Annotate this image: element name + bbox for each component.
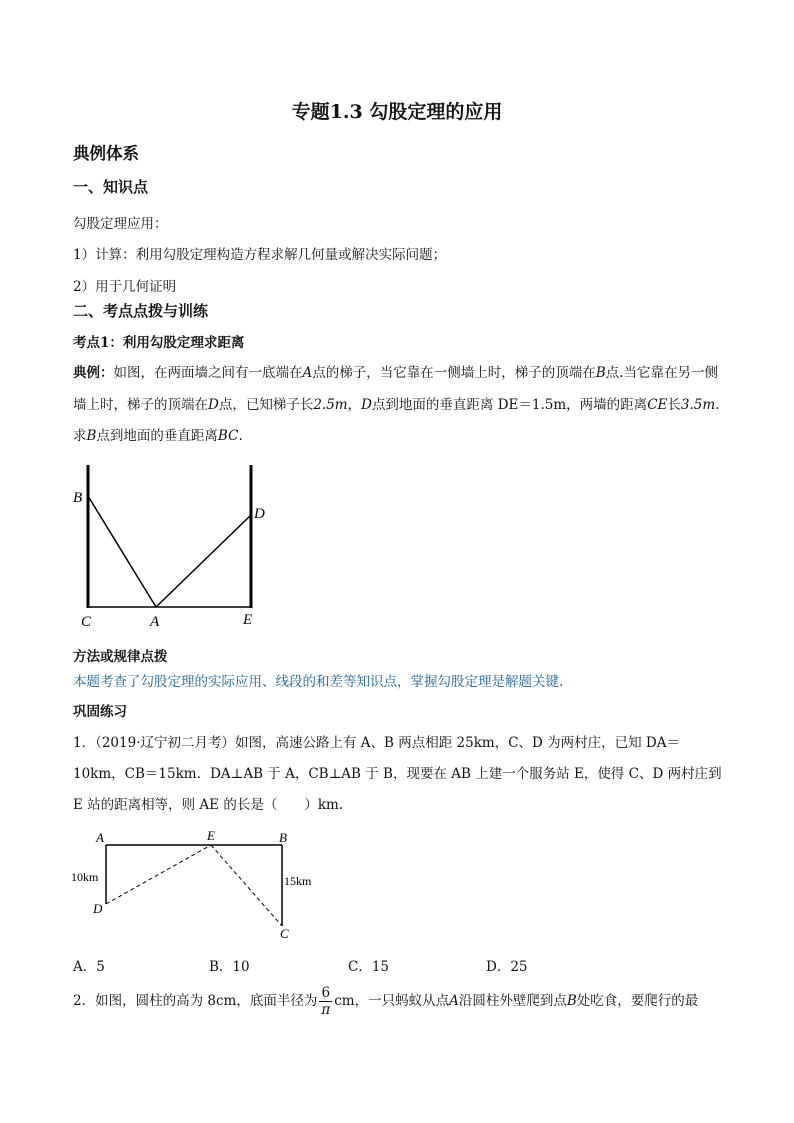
question-2-text: 2．如图，圆柱的高为 8cm，底面半径为 $\frac{6}{\pi}$ cm，一只蚂蚁从点A沿圆柱外壁爬到点B处吃食，要爬行的最 (73, 985, 699, 1018)
figure-highway (66, 826, 326, 946)
label-d: D (93, 901, 103, 916)
label-d: D (254, 506, 265, 522)
label-e: E (243, 612, 253, 628)
page-title: 专题1.3 勾股定理的应用 (291, 101, 503, 123)
practice-heading: 巩固练习 (73, 704, 127, 720)
section-knowledge-heading: 一、知识点 (73, 178, 149, 196)
segment-de (106, 845, 211, 904)
q1-option-a[interactable]: A．5 (73, 959, 105, 975)
knowledge-intro: 勾股定理应用： (73, 216, 168, 232)
figure-ladder-walls (70, 460, 270, 635)
label-a: A (96, 830, 104, 845)
ladder-to-d (156, 515, 251, 607)
label-c: C (81, 614, 92, 630)
label-b: B (73, 490, 83, 506)
label-15km: 15km (284, 874, 312, 888)
label-10km: 10km (71, 870, 99, 884)
q1-option-c[interactable]: C．15 (348, 959, 390, 975)
method-heading: 方法或规律点拨 (73, 649, 168, 665)
example-label: 典例： (73, 365, 114, 381)
method-text: 本题考查了勾股定理的实际应用、线段的和差等知识点，掌握勾股定理是解题关键. (73, 674, 564, 690)
segment-ec (211, 845, 282, 926)
section-examples-heading: 典例体系 (73, 144, 139, 163)
fraction-6-over-pi: $\frac{6}{\pi}$ (321, 985, 331, 1018)
label-c: C (280, 926, 289, 941)
label-a: A (150, 614, 160, 630)
label-b: B (279, 830, 287, 845)
q1-option-d[interactable]: D．25 (486, 959, 528, 975)
knowledge-item-2: 2）用于几何证明 (73, 279, 177, 295)
section-training-heading: 二、考点点拨与训练 (73, 302, 209, 320)
example-paragraph: 典例：如图，在两面墙之间有一底端在A点的梯子，当它靠在一侧墙上时，梯子的顶端在B点.当它靠在另一侧墙上时，梯子的顶端在D点，已知梯子长2.5m，D点到地面的垂直距离 DE＝1.5m，两墙的距离CE长3.5m.求B点到地面的垂直距离BC. (73, 365, 720, 444)
q1-option-b[interactable]: B．10 (209, 959, 250, 975)
ladder-to-b (88, 496, 156, 607)
question-1-text: 1．（2019·辽宁初二月考）如图，高速公路上有 A、B 两点相距 25km，C、D 为两村庄，已知 DA＝10km，CB＝15km．DA⊥AB 于 A，CB⊥AB 于 B，现要在 AB 上建一个服务站 E，使得 C、D 两村庄到 E 站的距离相等，则 AE 的长是（ ）km. (73, 735, 722, 813)
point1-heading: 考点1：利用勾股定理求距离 (73, 335, 245, 351)
knowledge-item-1: 1）计算：利用勾股定理构造方程求解几何量或解决实际问题； (73, 247, 447, 263)
label-e: E (207, 828, 215, 843)
